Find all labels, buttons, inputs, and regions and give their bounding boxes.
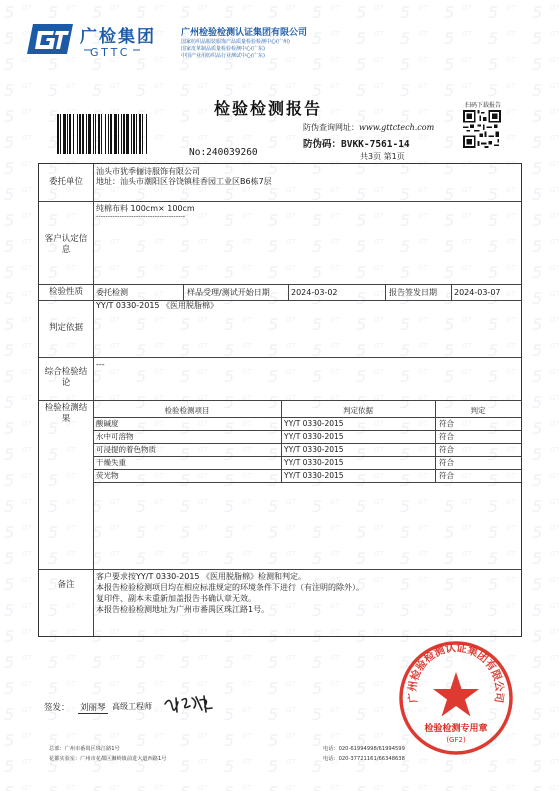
conclusion-label: 综合检验结论 xyxy=(44,367,88,388)
remark-line: 复印件、副本未重新加盖报告书确认章无效。 xyxy=(96,594,256,603)
inspection-seal-stamp xyxy=(396,638,516,758)
qr-code-icon[interactable] xyxy=(463,110,501,148)
result-verdict: 符合 xyxy=(439,432,454,441)
nature-value: 委托检测 xyxy=(96,288,128,297)
page-indicator: 共3页 第1页 xyxy=(360,152,405,161)
result-basis: YY/T 0330-2015 xyxy=(284,458,344,467)
remarks-label: 备注 xyxy=(57,580,75,590)
svg-text:(GF2): (GF2) xyxy=(446,736,466,744)
antifake-url-label: 防伪查询网址： xyxy=(303,123,359,132)
issue-value: 2024-03-07 xyxy=(454,288,501,297)
results-label: 检验检测结果 xyxy=(44,403,88,424)
basis-label: 判定依据 xyxy=(48,323,83,333)
customer-info-line: 纯棉布料 100cm× 100cm xyxy=(96,204,195,213)
result-item: 荧光物 xyxy=(96,471,119,480)
report-title: 检验检测报告 xyxy=(214,99,323,118)
basis-value: YY/T 0330-2015 《医用脱脂棉》 xyxy=(96,301,219,310)
result-item: 干燥失重 xyxy=(96,458,126,467)
svg-text:广州检验检测认证集团有限公司: 广州检验检测认证集团有限公司 xyxy=(406,642,506,704)
remark-line: 本报告检验检测项目均在相应标准规定的环境条件下进行（有注明的除外）。 xyxy=(96,583,364,592)
qr-label: 扫码下载报告 xyxy=(465,102,502,109)
result-verdict: 符合 xyxy=(439,458,454,467)
client-label: 委托单位 xyxy=(48,177,83,187)
dates-label: 样品受理/测试开始日期 xyxy=(187,288,270,297)
company-name: 广州检验检测认证集团有限公司 xyxy=(181,28,308,38)
client-address: 地址：汕头市潮阳区谷饶镇桂香园工业区B6栋7层 xyxy=(96,177,272,186)
nature-label: 检验性质 xyxy=(48,287,83,297)
brand-name-cn: 广检集团 xyxy=(80,27,156,47)
gttc-logo-icon xyxy=(27,22,75,56)
result-basis: YY/T 0330-2015 xyxy=(284,432,344,441)
report-barcode xyxy=(57,114,189,154)
result-verdict: 符合 xyxy=(439,419,454,428)
results-header-item: 检验检测项目 xyxy=(164,406,210,415)
conclusion-value: --- xyxy=(96,360,105,369)
antifake-code-label: 防伪码： xyxy=(303,139,342,150)
antifake-url-link[interactable]: www.gttctech.com xyxy=(359,123,435,132)
customer-info-dashes: -------------------------------------- xyxy=(96,212,186,220)
footer-tel: 电话：020-61994998/61994599 xyxy=(323,746,405,752)
result-verdict: 符合 xyxy=(439,445,454,454)
signature-label: 签发： xyxy=(44,703,70,713)
brand-name-en: GTTC xyxy=(90,46,131,59)
sub-org-1: 国家纺织品服装服饰产品质量检验检测中心(广州) xyxy=(181,39,290,45)
footer-tel-2: 电话：020-37721161/66348638 xyxy=(323,756,405,762)
issue-label: 报告签发日期 xyxy=(389,288,437,297)
sub-org-3: 中国产业用纺织品行业测试中心(广东) xyxy=(181,53,265,59)
result-basis: YY/T 0330-2015 xyxy=(284,445,344,454)
report-table xyxy=(38,163,522,637)
result-basis: YY/T 0330-2015 xyxy=(284,471,344,480)
result-item: 酸碱度 xyxy=(96,419,119,428)
result-basis: YY/T 0330-2015 xyxy=(284,419,344,428)
report-number: No:240039260 xyxy=(189,147,258,158)
footer-hq-address: 总部：广州市番禺区珠江路1号 xyxy=(49,746,120,752)
result-item: 水中可溶物 xyxy=(96,432,134,441)
signer-name: 刘丽琴 xyxy=(80,703,106,713)
sub-org-2: 国家皮革制品质量检验检测中心(广东) xyxy=(181,46,265,52)
antifake-code-value: BVKK-7561-14 xyxy=(341,139,410,150)
footer-huadu-address: 花都实验室：广州市花都区狮岭镇前进大道西路1号 xyxy=(49,756,167,762)
handwritten-signature xyxy=(162,692,218,716)
dates-value: 2024-03-02 xyxy=(291,288,338,297)
results-header-verdict: 判定 xyxy=(470,406,486,415)
customer-info-label: 客户认定信息 xyxy=(44,234,88,255)
antifake-code-row xyxy=(303,136,410,150)
antifake-url-row xyxy=(303,122,434,133)
svg-text:检验检测专用章: 检验检测专用章 xyxy=(424,724,488,734)
client-name: 汕头市犹季俪诗服饰有限公司 xyxy=(96,167,200,176)
remark-line: 客户要求按YY/T 0330-2015 《医用脱脂棉》检测和判定。 xyxy=(96,572,307,581)
signer-title: 高级工程师 xyxy=(112,702,152,711)
remark-line: 本报告检验检测地址为广州市番禺区珠江路1号。 xyxy=(96,605,270,614)
results-header-basis: 判定依据 xyxy=(343,406,373,415)
result-verdict: 符合 xyxy=(439,471,454,480)
result-item: 可浸提的着色物质 xyxy=(96,445,156,454)
